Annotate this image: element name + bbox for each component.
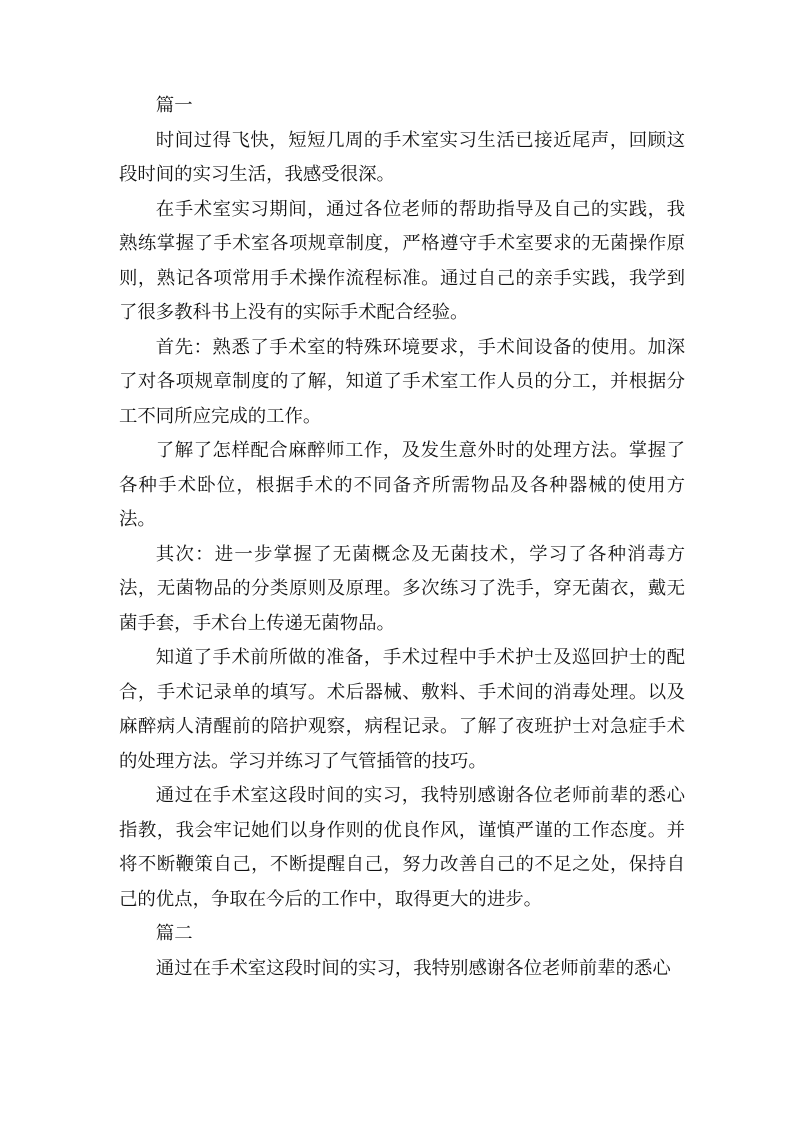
section-heading-2: 篇二 [155,923,193,944]
paragraph: 其次：进一步掌握了无菌概念及无菌技术，学习了各种消毒方法，无菌物品的分类原则及原理。多次练习了洗手，穿无菌衣，戴无菌手套，手术台上传递无菌物品。 [119,543,685,634]
paragraph: 首先：熟悉了手术室的特殊环境要求，手术间设备的使用。加深了对各项规章制度的了解，知道了手术室工作人员的分工，并根据分工不同所应完成的工作。 [119,336,685,427]
paragraph: 时间过得飞快，短短几周的手术室实习生活已接近尾声，回顾这段时间的实习生活，我感受很深。 [119,129,685,185]
paragraph: 在手术室实习期间，通过各位老师的帮助指导及自己的实践，我熟练掌握了手术室各项规章制度，严格遵守手术室要求的无菌操作原则，熟记各项常用手术操作流程标准。通过自己的亲手实践，我学到了很多教科书上没有的实际手术配合经验。 [119,198,685,323]
section-heading-1: 篇一 [155,95,193,116]
document-body [119,89,685,986]
paragraph: 通过在手术室这段时间的实习，我特别感谢各位老师前辈的悉心 [155,957,671,979]
paragraph: 通过在手术室这段时间的实习，我特别感谢各位老师前辈的悉心指教，我会牢记她们以身作则的优良作风，谨慎严谨的工作态度。并将不断鞭策自己，不断提醒自己，努力改善自己的不足之处，保持自己的优点，争取在今后的工作中，取得更大的进步。 [119,785,685,910]
paragraph: 了解了怎样配合麻醉师工作，及发生意外时的处理方法。掌握了各种手术卧位，根据手术的不同备齐所需物品及各种器械的使用方法。 [119,440,685,530]
paragraph: 知道了手术前所做的准备，手术过程中手术护士及巡回护士的配合，手术记录单的填写。术后器械、敷料、手术间的消毒处理。以及麻醉病人清醒前的陪护观察，病程记录。了解了夜班护士对急症手术的处理方法。学习并练习了气管插管的技巧。 [119,647,685,772]
